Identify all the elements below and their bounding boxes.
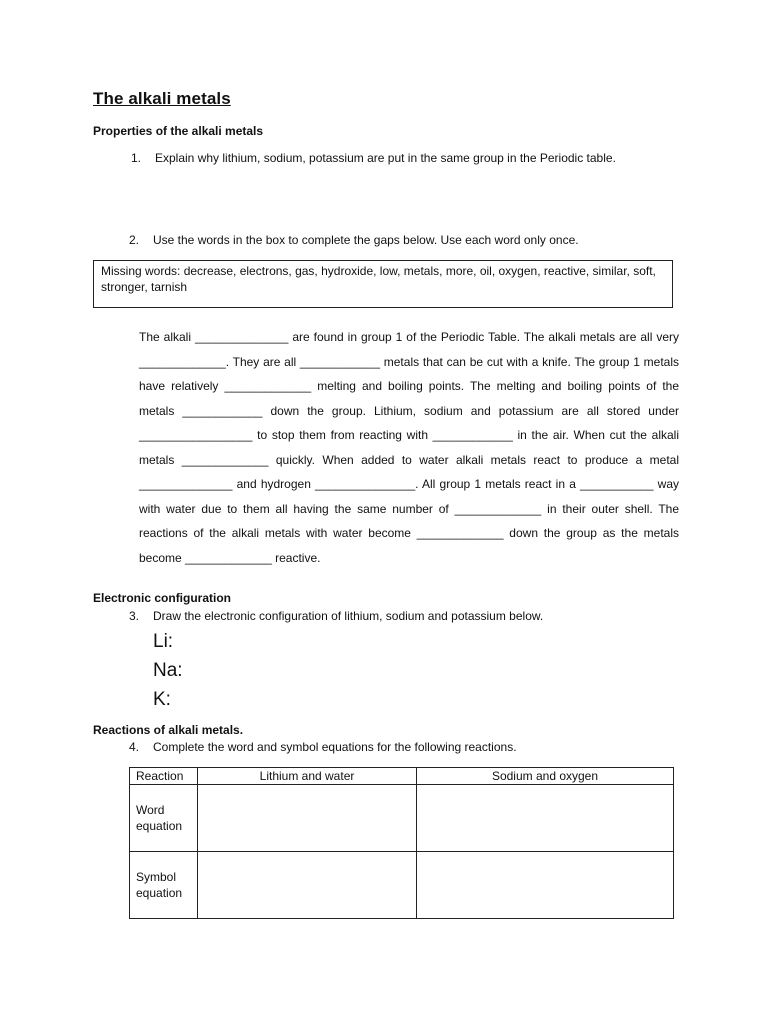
reactions-table — [129, 767, 674, 919]
question-2 — [129, 233, 579, 247]
question-3 — [129, 609, 543, 623]
row-label-line: equation — [136, 886, 183, 900]
question-2-number: 2. — [129, 233, 140, 247]
question-1-text: Explain why lithium, sodium, potassium are put in the same group in the Periodic table. — [155, 151, 616, 165]
config-item-sodium: Na: — [153, 660, 183, 681]
question-2-text: Use the words in the box to complete the gaps below. Use each word only once. — [153, 233, 579, 247]
answer-cell-lithium-symbol[interactable] — [198, 852, 417, 919]
section-heading-reactions: Reactions of alkali metals. — [93, 723, 244, 737]
answer-cell-lithium-word[interactable] — [198, 785, 417, 852]
table-header-row — [130, 768, 674, 785]
table-row — [130, 852, 674, 919]
gap-fill-paragraph: The alkali ______________ are found in group 1 of the Periodic Table. The alkali metals are all very _____________. They are all ____________ metals that can be cut with a knife. The group 1 metals have relatively _____________ melting and boiling points. The melting and boiling points of the metals ____________ down the group. Lithium, sodium and potassium are all stored under _________________ to stop them from reacting with ____________ in the air. When cut the alkali metals _____________ quickly. When added to water alkali metals react to produce a metal ______________ and hydrogen _______________. All group 1 metals react in a ___________ way with water due to them all having the same number of _____________ in their outer shell. The reactions of the alkali metals with water become _____________ down the group as the metals become _____________ reactive. — [139, 330, 679, 565]
table-header-sodium-oxygen: Sodium and oxygen — [417, 768, 674, 785]
question-1-number: 1. — [131, 151, 142, 165]
question-3-number: 3. — [129, 609, 140, 623]
question-4-number: 4. — [129, 740, 140, 754]
row-label-line: equation — [136, 819, 183, 833]
table-row — [130, 785, 674, 852]
config-item-potassium: K: — [153, 689, 171, 710]
page-title: The alkali metals — [93, 89, 231, 108]
answer-cell-sodium-word[interactable] — [417, 785, 674, 852]
question-3-text: Draw the electronic configuration of lithium, sodium and potassium below. — [153, 609, 544, 623]
row-label-word-equation — [130, 785, 198, 852]
row-label-line: Symbol — [136, 870, 177, 884]
answer-cell-sodium-symbol[interactable] — [417, 852, 674, 919]
row-label-line: Word — [136, 803, 165, 817]
section-heading-properties: Properties of the alkali metals — [93, 124, 264, 138]
section-heading-electronic: Electronic configuration — [93, 591, 232, 605]
question-4 — [129, 740, 517, 754]
electronic-config-list — [153, 627, 183, 714]
question-1 — [131, 151, 616, 165]
table-header-reaction: Reaction — [130, 768, 198, 785]
question-4-text: Complete the word and symbol equations for the following reactions. — [153, 740, 517, 754]
row-label-symbol-equation — [130, 852, 198, 919]
table-header-lithium-water: Lithium and water — [198, 768, 417, 785]
config-item-lithium: Li: — [153, 631, 174, 652]
missing-words-box: Missing words: decrease, electrons, gas, hydroxide, low, metals, more, oil, oxygen, reactive, similar, soft, stronger, tarnish — [93, 260, 673, 308]
